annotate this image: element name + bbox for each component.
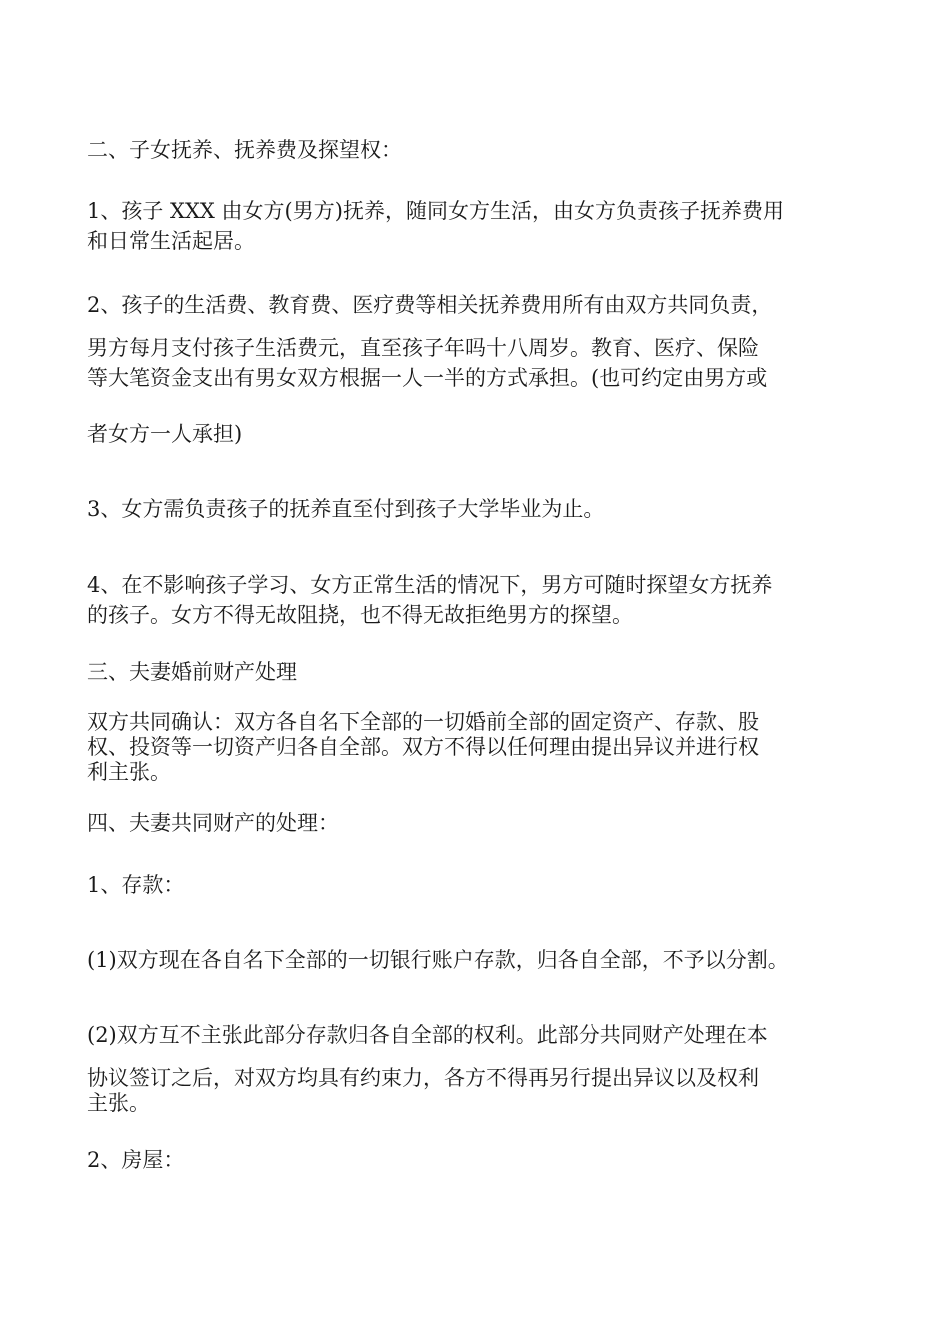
clause-1-custody (87, 196, 872, 256)
text-line: 男方每月支付孩子生活费元，直至孩子年吗十八周岁。教育、医疗、保险 (87, 336, 759, 360)
section-heading-child-custody (87, 135, 872, 165)
text-line: 和日常生活起居。 (87, 229, 255, 253)
text-line: 利主张。 (87, 760, 171, 784)
text-line: 二、子女抚养、抚养费及探望权： (87, 138, 402, 162)
section-heading-joint-property (87, 808, 872, 838)
text-line: (1)双方现在各自名下全部的一切银行账户存款，归各自全部，不予以分割。 (87, 948, 789, 972)
clause-deposits-1 (87, 945, 872, 975)
text-line: 者女方一人承担) (87, 422, 243, 446)
text-line: 3、女方需负责孩子的抚养直至付到孩子大学毕业为止。 (87, 497, 605, 521)
clause-4-visitation (87, 570, 872, 630)
clause-deposits-heading (87, 870, 872, 900)
text-line: 协议签订之后，对双方均具有约束力，各方不得再另行提出异议以及权利 (87, 1066, 759, 1090)
text-line: 四、夫妻共同财产的处理： (87, 811, 339, 835)
clause-2-support-fees (87, 290, 872, 393)
text-line: 三、夫妻婚前财产处理 (87, 660, 297, 684)
text-line: 等大笔资金支出有男女双方根据一人一半的方式承担。(也可约定由男方或 (87, 366, 768, 390)
clause-deposits-2-continuation (87, 1066, 872, 1116)
clause-housing-heading (87, 1145, 872, 1175)
clause-3-upbringing (87, 494, 872, 524)
text-line: 主张。 (87, 1091, 150, 1115)
text-line: 权、投资等一切资产归各自全部。双方不得以任何理由提出异议并进行权 (87, 735, 759, 759)
section-heading-premarital-property (87, 657, 872, 687)
clause-premarital-confirmation (87, 710, 872, 785)
text-line: 1、存款： (87, 873, 185, 897)
text-line: 1、孩子 XXX 由女方(男方)抚养，随同女方生活，由女方负责孩子抚养费用 (87, 199, 784, 223)
text-line: 双方共同确认：双方各自名下全部的一切婚前全部的固定资产、存款、股 (87, 710, 759, 734)
text-line: 4、在不影响孩子学习、女方正常生活的情况下，男方可随时探望女方抚养 (87, 573, 773, 597)
text-line: 2、房屋： (87, 1148, 185, 1172)
clause-2-continuation (87, 419, 872, 449)
text-line: (2)双方互不主张此部分存款归各自全部的权利。此部分共同财产处理在本 (87, 1023, 768, 1047)
text-line: 2、孩子的生活费、教育费、医疗费等相关抚养费用所有由双方共同负责， (87, 293, 773, 317)
clause-deposits-2 (87, 1020, 872, 1050)
text-line: 的孩子。女方不得无故阻挠，也不得无故拒绝男方的探望。 (87, 603, 633, 627)
